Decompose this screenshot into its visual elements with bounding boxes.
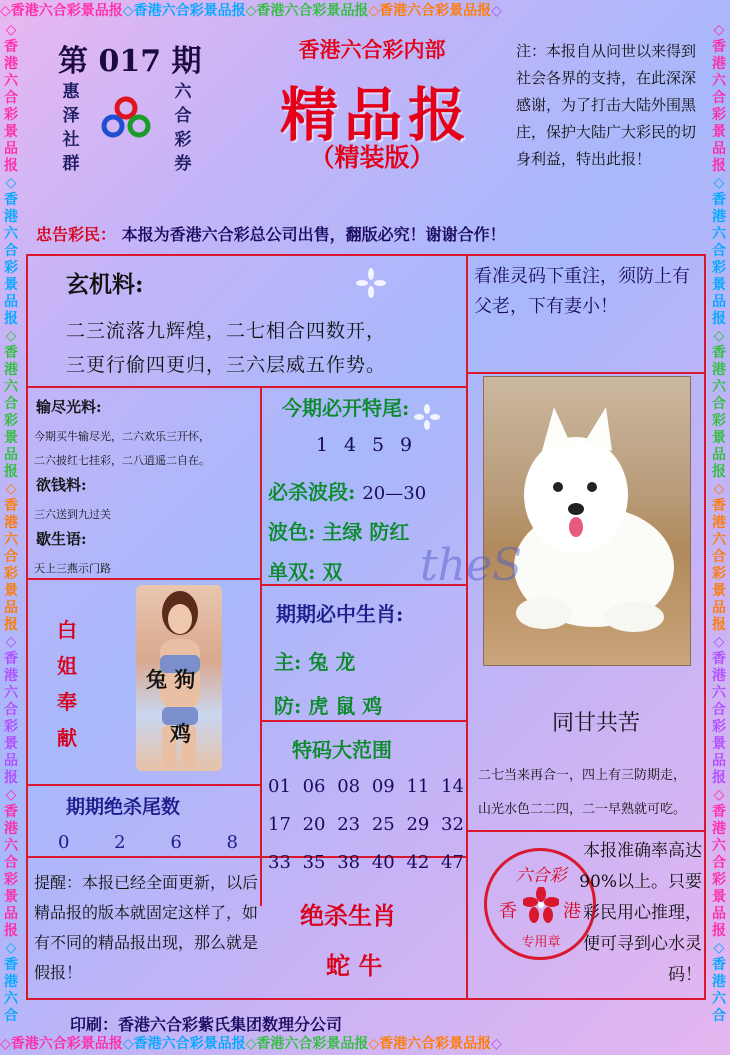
zodiac-guard-value: 虎 鼠 鸡 — [308, 694, 383, 718]
wave-color-main: 主绿 — [322, 520, 363, 544]
together-title: 同甘共苦 — [552, 711, 641, 736]
flower-decoration-icon — [414, 404, 440, 430]
flower-decoration-icon — [356, 268, 386, 298]
lose-all-text-2: 二六披红七挂彩，二八逍遥二自在。 — [34, 454, 210, 467]
zodiac-guard-row — [274, 690, 382, 719]
dog-photo — [483, 376, 691, 666]
wave-segment-value: 20—30 — [362, 483, 427, 504]
odd-even-label: 单双: — [268, 560, 316, 584]
range-number: 23 — [337, 814, 361, 835]
kill-tail-num: 0 — [58, 832, 70, 853]
range-number: 09 — [371, 776, 395, 797]
bauhinia-flower-icon — [523, 887, 559, 923]
range-number: 11 — [406, 776, 430, 797]
tail-title: 今期必开特尾: — [282, 396, 410, 420]
divider-v-left — [260, 386, 262, 906]
department-title: 香港六合彩内部 — [298, 37, 446, 62]
top-border-strip: ◇香港六合彩景品报◇香港六合彩景品报◇香港六合彩景品报◇香港六合彩景品报◇ — [0, 3, 502, 19]
range-number: 42 — [406, 852, 430, 873]
kill-tail-numbers — [58, 832, 238, 853]
zodiac-main-row — [274, 646, 355, 675]
lady-vertical-title: 白 姐 奉 献 — [57, 618, 77, 750]
lose-all-text-1: 今期买牛输尽光，二六欢乐三开怀， — [34, 430, 210, 443]
xuanji-title: 玄机料: — [66, 271, 144, 298]
range-number: 17 — [268, 814, 291, 835]
stamp-bottom-text: 专用章 — [521, 935, 561, 950]
dog-image-icon — [484, 377, 690, 665]
range-number: 33 — [268, 852, 291, 873]
range-row — [268, 776, 464, 814]
warning-text: 本报为香港六合彩总公司出售，翻版必究！谢谢合作！ — [121, 225, 506, 244]
divider-h-topright — [466, 372, 706, 374]
xuanji-line-1: 二三流落九辉煌，二七相合四数开， — [66, 320, 387, 342]
tail-numbers — [308, 434, 420, 456]
wave-segment-row — [268, 476, 426, 505]
range-number-grid — [268, 776, 464, 890]
range-number: 14 — [441, 776, 464, 797]
header-note: 注：本报自从问世以来得到社会各界的支持，在此深深感谢，为了打击大陆外围黑庄，保护大陆广大彩民的切身利益，特出此报！ — [516, 42, 697, 168]
range-number: 35 — [302, 852, 326, 873]
divider-v-right — [466, 254, 468, 1000]
right-border-strip: ◇ 香 港 六 合 彩 景 品 报 ◇ 香 港 六 合 彩 景 品 报 ◇ 香 港 六 合 彩 景 品 报 ◇ 香 港 六 合 彩 景 品 报 ◇ 香 港 六 合 彩 景 品 报 ◇ 香 港 六 合 彩 景 品 报 ◇ 香 港 六 合 — [712, 22, 726, 1024]
main-title: 精品报 — [279, 81, 472, 149]
issue-number: 第 017 期 — [58, 44, 202, 79]
wave-segment-label: 必杀波段: — [268, 480, 356, 504]
divider-h-accuracy — [466, 830, 706, 832]
range-number: 29 — [406, 814, 430, 835]
stamp-right-text: 港 — [563, 901, 581, 922]
divider-h-xuanji — [26, 386, 466, 388]
kill-zodiac-value: 蛇 牛 — [326, 951, 383, 980]
want-money-label: 欲钱料: — [36, 476, 87, 494]
tail-num: 9 — [399, 434, 413, 456]
together-line-2: 山光水色二二四，二一早熟就可吃。 — [478, 802, 687, 817]
kill-tail-title: 期期绝杀尾数 — [66, 796, 181, 818]
warning-line — [36, 222, 506, 245]
range-number: 06 — [302, 776, 326, 797]
range-number: 01 — [268, 776, 291, 797]
footer-printer: 印刷：香港六合彩紫氏集团数理分公司 — [70, 1015, 343, 1034]
range-row — [268, 852, 464, 890]
zodiac-title: 期期必中生肖: — [276, 602, 404, 626]
stamp-left-text: 香 — [499, 901, 517, 922]
together-line-1: 二七当来再合一，四上有三防期走， — [478, 768, 687, 783]
range-number: 32 — [441, 814, 464, 835]
range-number: 38 — [337, 852, 361, 873]
wave-color-label: 波色: — [268, 520, 316, 544]
bottom-border-strip: ◇香港六合彩景品报◇香港六合彩景品报◇香港六合彩景品报◇香港六合彩景品报◇ — [0, 1036, 502, 1052]
warning-label: 忠告彩民： — [36, 225, 117, 244]
background-watermark: theS — [420, 540, 523, 591]
lady-overlay-text-1: 兔 狗 — [146, 667, 196, 692]
zodiac-main-label: 主: — [274, 650, 302, 674]
tail-num: 4 — [343, 434, 357, 456]
right-vertical-slogan: 六 合 彩 券 — [174, 82, 192, 174]
reminder-text: 提醒：本报已经全面更新，以后精品报的版本就固定这样了，如有不同的精品报出现，那么就是假报！ — [34, 873, 259, 982]
rest-saying-text: 天上三燕示门路 — [34, 562, 111, 575]
edition-label: （精装版） — [309, 143, 435, 172]
range-title: 特码大范围 — [292, 738, 392, 762]
left-vertical-slogan: 惠 泽 社 群 — [62, 82, 80, 174]
divider-h-leftmid — [26, 578, 260, 580]
divider-h-killtail — [26, 784, 260, 786]
stamp-top-text: 六合彩 — [515, 866, 567, 886]
left-border-strip: ◇ 香 港 六 合 彩 景 品 报 ◇ 香 港 六 合 彩 景 品 报 ◇ 香 港 六 合 彩 景 品 报 ◇ 香 港 六 合 彩 景 品 报 ◇ 香 港 六 合 彩 景 品 报 ◇ 香 港 六 合 彩 景 品 报 ◇ 香 港 六 合 — [4, 22, 18, 1024]
kill-tail-num: 6 — [170, 832, 182, 853]
tail-num: 5 — [371, 434, 385, 456]
want-money-text: 三六送到九过关 — [34, 508, 111, 521]
range-row — [268, 814, 464, 852]
kill-zodiac-title: 绝杀生肖 — [300, 901, 396, 930]
odd-even-value: 双 — [322, 560, 343, 584]
range-number: 08 — [337, 776, 361, 797]
divider-h-range — [260, 720, 466, 722]
zodiac-guard-label: 防: — [274, 694, 302, 718]
range-number: 47 — [441, 852, 464, 873]
accuracy-text: 本报准确率高达90%以上。只要彩民用心推理，便可寻到心水灵码！ — [579, 841, 702, 985]
wave-color-guard: 防红 — [369, 520, 410, 544]
range-number: 40 — [371, 852, 395, 873]
range-number: 20 — [302, 814, 326, 835]
lose-all-label: 输尽光料: — [36, 398, 102, 416]
lady-overlay-text-2: 鸡 — [170, 721, 191, 746]
xuanji-line-2: 三更行偷四更归，三六层威五作势。 — [66, 354, 387, 376]
lottery-logo-icon — [98, 94, 154, 144]
wave-color-row — [268, 516, 409, 545]
kill-tail-num: 2 — [114, 832, 126, 853]
tail-num: 1 — [315, 434, 329, 456]
zodiac-main-value: 兔 龙 — [308, 650, 356, 674]
kill-tail-num: 8 — [226, 832, 238, 853]
rest-saying-label: 歇生语: — [36, 530, 87, 548]
odd-even-row — [268, 556, 342, 585]
top-right-slogan: 看准灵码下重注，须防上有父老，下有妻小！ — [474, 266, 690, 317]
range-number: 25 — [371, 814, 395, 835]
